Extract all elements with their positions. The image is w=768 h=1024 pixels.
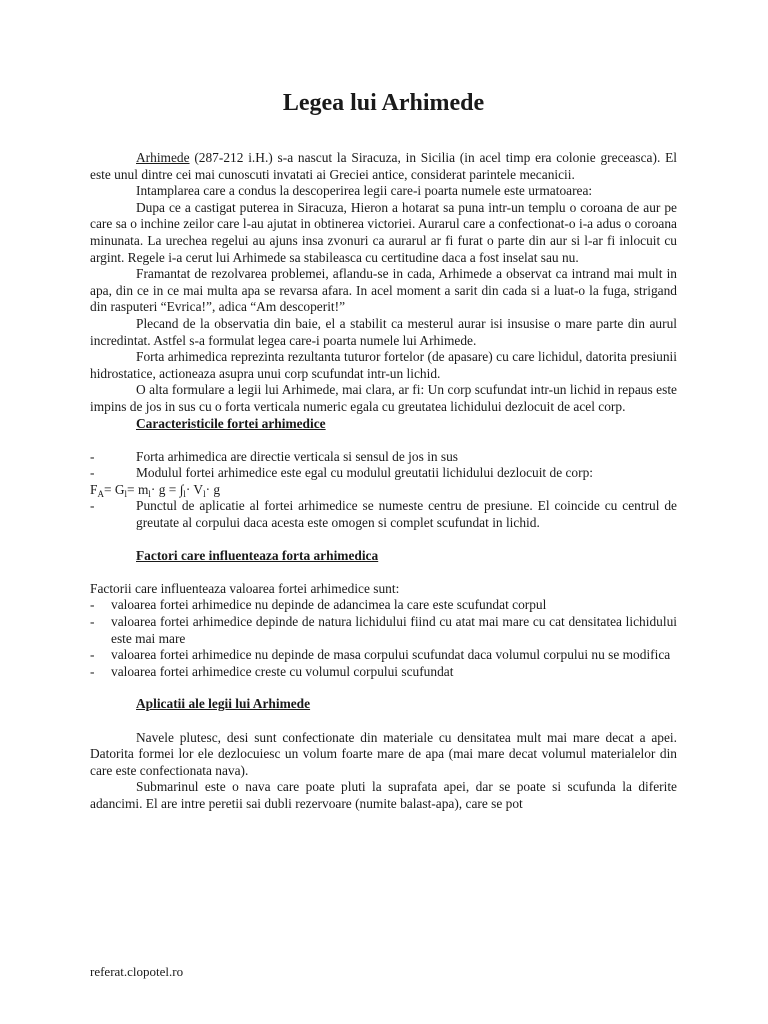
paragraph: Plecand de la observatia din baie, el a stabilit ca mesterul aurar isi insusise o mare parte din aurul incredintat. Astfel s-a formulat legea care-i poarta numele lui Arhimede. — [90, 315, 677, 348]
paragraph: Forta arhimedica reprezinta rezultanta tuturor fortelor (de apasare) cu care lichidul, datorita presiunii hidrostatice, actioneaza asupra unui corp scufundat intr-un lichid. — [90, 349, 677, 381]
intro-text: (287-212 i.H.) s-a nascut la Siracuza, in Sicilia (in acel timp era colonie greceasca). El este unul dintre cei mai cunoscuti invatati ai Greciei antice, considerat parintele mecanicii. — [90, 150, 677, 182]
footer-source: referat.clopotel.ro — [90, 964, 184, 979]
dash-marker: - — [90, 465, 95, 481]
paragraph: O alta formulare a legii lui Arhimede, mai clara, ar fi: Un corp scufundat intr-un lichid in repaus este impins de jos in sus cu o forta verticala numeric egala cu greutatea lichidului dezlocuit de acel corp. — [90, 382, 677, 414]
list-item-text: Modulul fortei arhimedice este egal cu modulul greutatii lichidului dezlocuit de corp: — [136, 465, 594, 481]
spacer — [90, 713, 677, 730]
list-item-text: Punctul de aplicatie al fortei arhimedice se numeste centru de presiune. El coincide cu centrul de greutate al corpului daca acesta este omogen si complet scufundat in lichid. — [136, 498, 677, 531]
section-heading-caracteristici: Caracteristicile fortei arhimedice — [136, 415, 326, 431]
document-body — [90, 150, 677, 813]
dash-marker: - — [90, 597, 95, 613]
dash-marker: - — [90, 498, 95, 514]
list-item — [90, 647, 677, 664]
characteristics-list — [90, 449, 677, 482]
list-item-text: Forta arhimedica are directie verticala si sensul de jos in sus — [136, 448, 459, 464]
dash-marker: - — [90, 663, 95, 679]
list-item — [90, 465, 677, 482]
list-item-text: valoarea fortei arhimedice creste cu volumul corpului scufundat — [111, 663, 454, 679]
paragraph: Submarinul este o nava care poate pluti la suprafata apei, dar se poate si scufunda la diferite adancimi. El are intre peretii sai dubli rezervoare (numite balast-apa), care se pot — [90, 779, 677, 811]
characteristics-list-cont — [90, 498, 677, 531]
arhimede-link[interactable]: Arhimede — [136, 150, 190, 165]
list-item-text: valoarea fortei arhimedice nu depinde de masa corpului scufundat daca volumul corpului nu se modifica — [111, 647, 671, 663]
list-item — [90, 498, 677, 531]
section-lead: Factorii care influenteaza valoarea fortei arhimedice sunt: — [90, 580, 400, 596]
paragraph: Intamplarea care a condus la descoperirea legii care-i poarta numele este urmatoarea: — [136, 183, 593, 199]
section-heading-factori: Factori care influenteaza forta arhimedica — [136, 547, 379, 563]
dash-marker: - — [90, 647, 95, 663]
spacer — [90, 432, 677, 449]
list-item — [90, 449, 677, 466]
list-item-text: valoarea fortei arhimedice nu depinde de adancimea la care este scufundat corpul — [111, 597, 547, 613]
section-heading-aplicatii: Aplicatii ale legii lui Arhimede — [136, 696, 311, 712]
intro-paragraph — [90, 150, 677, 183]
paragraph: Dupa ce a castigat puterea in Siracuza, Hieron a hotarat sa puna intr-un templu o coroana de aur pe care sa o inchine zeilor care l-au ajutat in obtinerea victoriei. Aurarul care a confectionat-o i-a adus o coroana minunata. La urechea regelui au ajuns insa zvonuri ca aurarul ar fi furat o parte din aur si l-ar fi inlocuit cu argint. Regele i-a cerut lui Arhimede sa stabileasca cu certitudine daca a fost inselat sau nu. — [90, 199, 677, 265]
factors-list — [90, 597, 677, 680]
paragraph: Framantat de rezolvarea problemei, aflandu-se in cada, Arhimede a observat ca intrand mai mult in apa, din ce in ce mai multa apa se revarsa afara. In acel moment a sarit din cada si a luat-o la fuga, strigand din rasputeri “Evrica!”, adica “Am descoperit!” — [90, 266, 677, 315]
list-item — [90, 664, 677, 681]
list-item-text: valoarea fortei arhimedice depinde de natura lichidului fiind cu atat mai mare cu cat densitatea lichidului este mai mare — [111, 614, 677, 646]
list-item — [90, 614, 677, 647]
dash-marker: - — [90, 614, 95, 630]
spacer — [90, 564, 677, 581]
archimedes-formula: $F_A= G_l= m_l\cdot g = \int_l\cdot V_l\cdot g$ — [90, 481, 221, 499]
dash-marker: - — [90, 448, 95, 464]
paragraph: Navele plutesc, desi sunt confectionate din materiale cu densitatea mult mai mare decat a apei. Datorita formei lor ele dezlocuiesc un volum foarte mare de apa (mai mare decat volumul materialelor din care este confectionata nava). — [90, 729, 677, 778]
page-title: Legea lui Arhimede — [282, 90, 485, 116]
list-item — [90, 597, 677, 614]
